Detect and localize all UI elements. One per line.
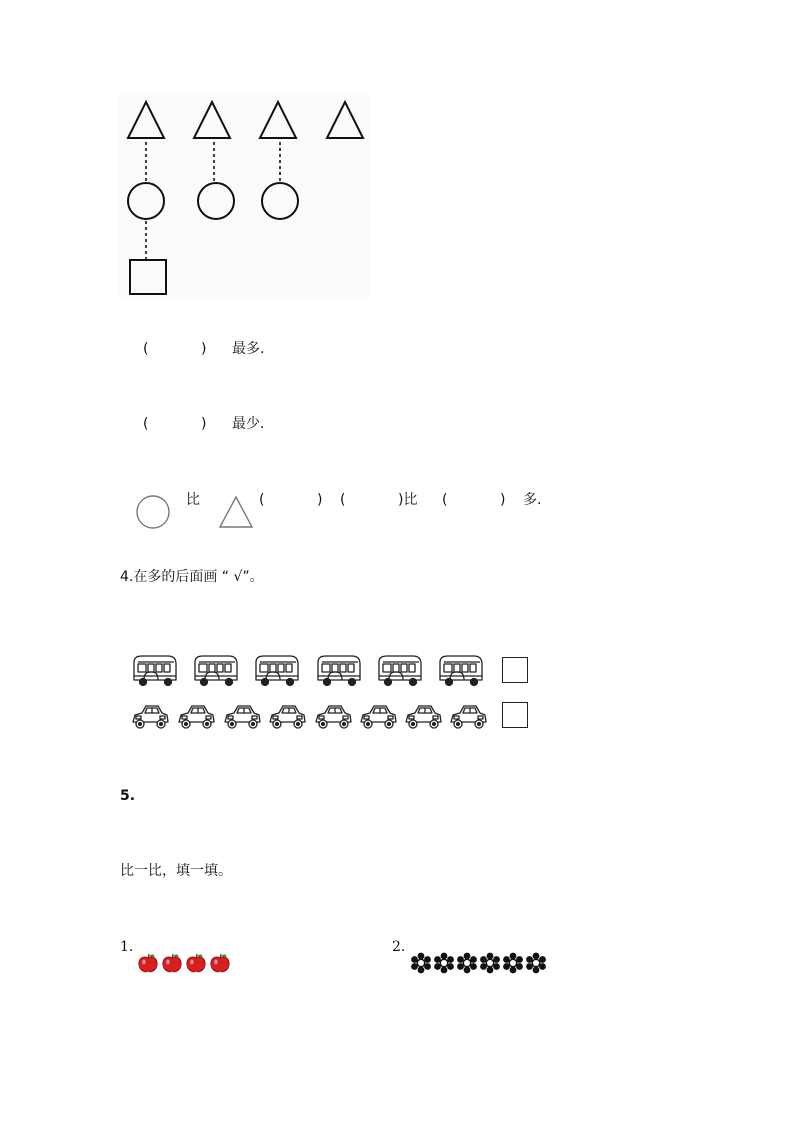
blank-close-paren: ): [500, 492, 506, 508]
shapes-figure: [118, 94, 370, 300]
bus-icon: [375, 652, 423, 688]
blank-close-compare: )比: [398, 492, 418, 508]
compare-word: 比: [186, 492, 200, 508]
bus-icon: [130, 652, 178, 688]
triangle-icon: [194, 102, 230, 138]
flower-icon: [433, 952, 455, 974]
flower-icon: [410, 952, 432, 974]
triangle-icon: [327, 102, 363, 138]
blank-open-paren: (: [143, 416, 149, 432]
circle-icon: [262, 183, 298, 219]
square-icon: [130, 260, 166, 294]
blank-open-paren: (: [442, 492, 448, 508]
blank-open-paren: (: [259, 492, 265, 508]
blank-close-paren: ): [201, 416, 207, 432]
question-4-heading: 4.在多的后面画 “ √”。: [120, 569, 264, 585]
apple-icon: [161, 952, 183, 974]
car-icon: [403, 698, 443, 732]
subquestion-1-label: 1.: [120, 939, 134, 955]
question-most-text: 最多.: [232, 341, 265, 357]
triangle-icon: [128, 102, 164, 138]
flower-icon: [502, 952, 524, 974]
bus-icon: [191, 652, 239, 688]
car-icon: [313, 698, 353, 732]
apple-icon: [209, 952, 231, 974]
bus-icon: [436, 652, 484, 688]
question-5-instruction: 比一比，填一填。: [120, 863, 232, 879]
car-icon: [267, 698, 307, 732]
compare-tail-text: 多.: [523, 492, 542, 508]
bus-icon: [252, 652, 300, 688]
blank-close-paren: ): [317, 492, 323, 508]
answer-box-buses[interactable]: [502, 657, 528, 683]
car-icon: [358, 698, 398, 732]
triangle-icon: [217, 494, 255, 530]
subquestion-2-label: 2.: [392, 939, 406, 955]
bus-icon: [314, 652, 362, 688]
circle-icon: [198, 183, 234, 219]
flower-icon: [525, 952, 547, 974]
car-icon: [222, 698, 262, 732]
car-icon: [130, 698, 170, 732]
car-row: [130, 698, 490, 734]
apple-icon: [185, 952, 207, 974]
circle-icon: [135, 494, 171, 530]
apple-icon: [137, 952, 159, 974]
blank-open-paren: (: [143, 341, 149, 357]
circle-icon: [128, 183, 164, 219]
answer-box-cars[interactable]: [502, 702, 528, 728]
bus-row: [130, 652, 490, 690]
question-least-text: 最少.: [232, 416, 265, 432]
triangle-icon: [260, 102, 296, 138]
apple-row: [137, 952, 237, 976]
blank-open-paren: (: [340, 492, 346, 508]
flower-icon: [456, 952, 478, 974]
car-icon: [448, 698, 488, 732]
flower-row: [410, 952, 550, 976]
question-5-number: 5.: [120, 788, 136, 804]
flower-icon: [479, 952, 501, 974]
car-icon: [176, 698, 216, 732]
blank-close-paren: ): [201, 341, 207, 357]
